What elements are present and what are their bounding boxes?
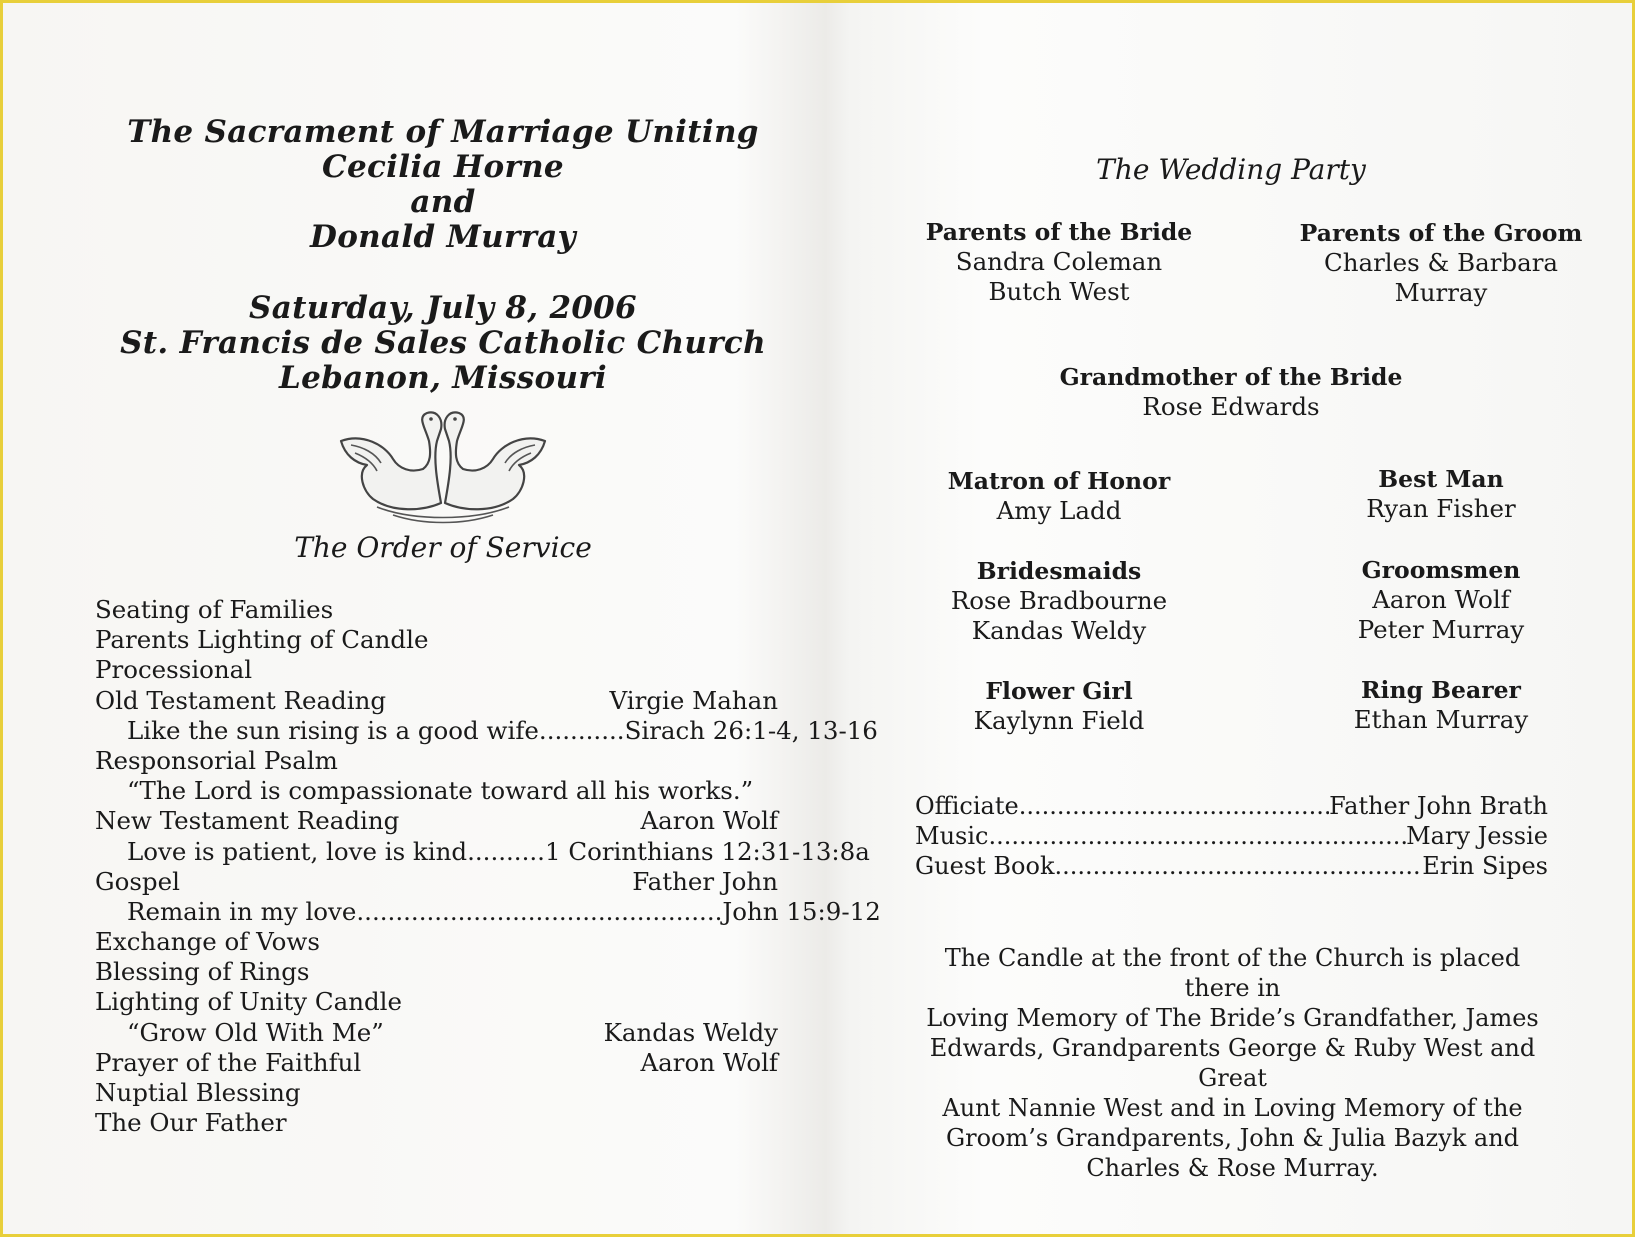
church-name: St. Francis de Sales Catholic Church <box>120 325 766 361</box>
order-of-service-heading: The Order of Service <box>294 531 592 564</box>
service-item <box>95 957 778 987</box>
credit-row <box>915 821 1548 851</box>
role-label: Best Man <box>1378 465 1504 493</box>
service-item-text: New Testament Reading <box>95 806 400 836</box>
credit-label: Guest Book <box>915 852 1055 880</box>
service-item-text: Responsorial Psalm <box>95 745 338 775</box>
service-item-label <box>95 1108 287 1138</box>
service-item <box>95 625 778 655</box>
service-item-label <box>127 897 881 927</box>
service-item-reader: Aaron Wolf <box>640 806 778 836</box>
service-item <box>95 715 878 746</box>
dot-leader: .......... <box>467 836 545 866</box>
service-item-text: “The Lord is compassionate toward all his works.” <box>127 776 754 806</box>
service-item-label <box>127 1018 384 1048</box>
service-item <box>95 836 870 867</box>
flower-girl <box>944 676 1174 736</box>
title-line: The Sacrament of Marriage Uniting <box>127 114 759 150</box>
service-item-text: Seating of Families <box>95 595 334 624</box>
service-item-text: Remain in my love <box>127 896 357 926</box>
role-label: Bridesmaids <box>976 557 1142 585</box>
service-item-text: “Grow Old With Me” <box>127 1017 384 1047</box>
bride-name: Cecilia Horne <box>322 149 564 185</box>
service-item <box>95 987 778 1017</box>
credit-label: Music <box>915 822 989 850</box>
scripture-reference: Sirach 26:1-4, 13-16 <box>624 715 878 745</box>
service-item-text: Blessing of Rings <box>95 957 310 987</box>
party-name: Butch West <box>988 277 1130 306</box>
service-item <box>95 1108 778 1138</box>
left-page <box>3 3 881 1234</box>
memorial-line: The Candle at the front of the Church is placed there in <box>944 944 1521 1002</box>
service-item-text: Prayer of the Faithful <box>95 1047 362 1077</box>
service-item-label <box>95 987 402 1017</box>
party-name: Amy Ladd <box>996 496 1122 525</box>
scripture-reference: 1 Corinthians 12:31-13:8a <box>544 836 870 866</box>
dot-leader: ............................................... <box>356 896 723 926</box>
service-item-reader: Virgie Mahan <box>609 685 778 715</box>
service-item-reader: Father John <box>632 866 778 896</box>
credit-value: Father John Brath <box>1329 792 1548 820</box>
service-item <box>95 927 778 957</box>
ring-bearer <box>1326 675 1556 735</box>
credit-label: Officiate <box>915 792 1019 820</box>
party-name: Kandas Weldy <box>971 616 1147 645</box>
groom-name: Donald Murray <box>310 219 576 255</box>
dot-leader <box>1055 851 1423 881</box>
service-item <box>95 806 778 836</box>
party-name: Aaron Wolf <box>1372 585 1510 614</box>
service-item <box>95 595 778 625</box>
service-item-reader: Kandas Weldy <box>603 1017 778 1047</box>
party-name: Ryan Fisher <box>1366 494 1516 523</box>
party-name: Murray <box>1394 278 1488 307</box>
service-item <box>95 686 778 716</box>
church-location: Lebanon, Missouri <box>278 360 608 396</box>
service-item-label <box>95 867 180 897</box>
swans-heart-icon <box>333 411 553 526</box>
role-label: Groomsmen <box>1361 556 1521 584</box>
service-item <box>95 1048 778 1078</box>
wedding-party-heading: The Wedding Party <box>1096 153 1366 186</box>
service-item <box>95 1018 778 1048</box>
service-item-text: Exchange of Vows <box>95 927 320 957</box>
right-page <box>830 3 1632 1234</box>
role-label: Grandmother of the Bride <box>1059 363 1403 391</box>
credit-row <box>915 851 1548 881</box>
service-credits <box>915 791 1548 881</box>
memorial-line: Edwards, Grandparents George & Ruby West and Great <box>929 1034 1536 1092</box>
parents-of-groom <box>1296 218 1586 308</box>
party-name: Rose Edwards <box>1142 392 1320 421</box>
bridesmaids <box>944 556 1174 646</box>
role-label: Matron of Honor <box>947 467 1171 495</box>
order-of-service-list <box>95 595 881 1138</box>
service-item-label <box>95 655 252 685</box>
dot-leader <box>1019 791 1329 821</box>
memorial-line: Loving Memory of The Bride’s Grandfather, James <box>926 1004 1539 1032</box>
service-item-text: Parents Lighting of Candle <box>95 625 429 655</box>
party-name: Rose Bradbourne <box>950 586 1168 615</box>
service-item-reader: Aaron Wolf <box>640 1047 778 1077</box>
service-item-label <box>95 1048 361 1078</box>
service-item-label <box>95 927 320 957</box>
service-item <box>95 1078 778 1108</box>
service-item-text: Processional <box>95 655 253 685</box>
dot-leader: ........... <box>538 715 625 745</box>
grandmother-of-bride <box>1031 362 1431 422</box>
service-item-label <box>95 625 428 655</box>
role-label: Flower Girl <box>985 677 1133 705</box>
service-item-text: Like the sun rising is a good wife <box>127 715 539 745</box>
party-name: Kaylynn Field <box>973 706 1145 735</box>
best-man <box>1326 464 1556 524</box>
service-item <box>95 655 778 685</box>
memorial-line: Aunt Nannie West and in Loving Memory of the <box>942 1094 1523 1122</box>
service-item-label <box>127 837 870 867</box>
service-item <box>95 776 778 806</box>
ceremony-title <box>83 115 803 255</box>
credit-value: Mary Jessie <box>1406 822 1548 850</box>
and-word: and <box>410 184 476 220</box>
groomsmen <box>1326 555 1556 645</box>
role-label: Ring Bearer <box>1361 676 1521 704</box>
memorial-line: Charles & Rose Murray. <box>1086 1154 1379 1182</box>
service-item-text: Nuptial Blessing <box>95 1078 301 1107</box>
role-label: Parents of the Groom <box>1299 219 1583 247</box>
date-venue <box>83 291 803 396</box>
service-item-label <box>95 806 399 836</box>
wedding-date: Saturday, July 8, 2006 <box>249 290 637 326</box>
credit-value: Erin Sipes <box>1422 852 1548 880</box>
service-item-text: Love is patient, love is kind <box>127 836 468 866</box>
service-item-text: The Our Father <box>95 1108 287 1138</box>
service-item <box>95 867 778 897</box>
credit-row <box>915 791 1548 821</box>
service-item-label <box>127 776 753 806</box>
service-item-label <box>95 1078 301 1108</box>
party-name: Sandra Coleman <box>955 247 1163 276</box>
memorial-line: Groom’s Grandparents, John & Julia Bazyk and <box>945 1124 1520 1152</box>
service-item-label <box>95 686 386 716</box>
service-item-text: Old Testament Reading <box>95 685 387 715</box>
service-item <box>95 896 881 927</box>
service-item-label <box>95 746 338 776</box>
scripture-reference: John 15:9-12 <box>722 896 881 926</box>
memorial-note <box>910 943 1555 1183</box>
program-spread <box>3 3 1632 1234</box>
role-label: Parents of the Bride <box>925 218 1193 246</box>
party-name: Peter Murray <box>1357 615 1525 644</box>
service-item-label <box>127 716 878 746</box>
dot-leader <box>988 821 1406 851</box>
service-item-label <box>95 957 310 987</box>
service-item-text: Lighting of Unity Candle <box>95 987 402 1017</box>
service-item-label <box>95 595 333 625</box>
service-item-text: Gospel <box>95 866 180 896</box>
matron-of-honor <box>944 466 1174 526</box>
parents-of-bride <box>924 217 1194 307</box>
party-name: Ethan Murray <box>1353 705 1529 734</box>
service-item <box>95 746 778 776</box>
party-name: Charles & Barbara <box>1323 248 1559 277</box>
